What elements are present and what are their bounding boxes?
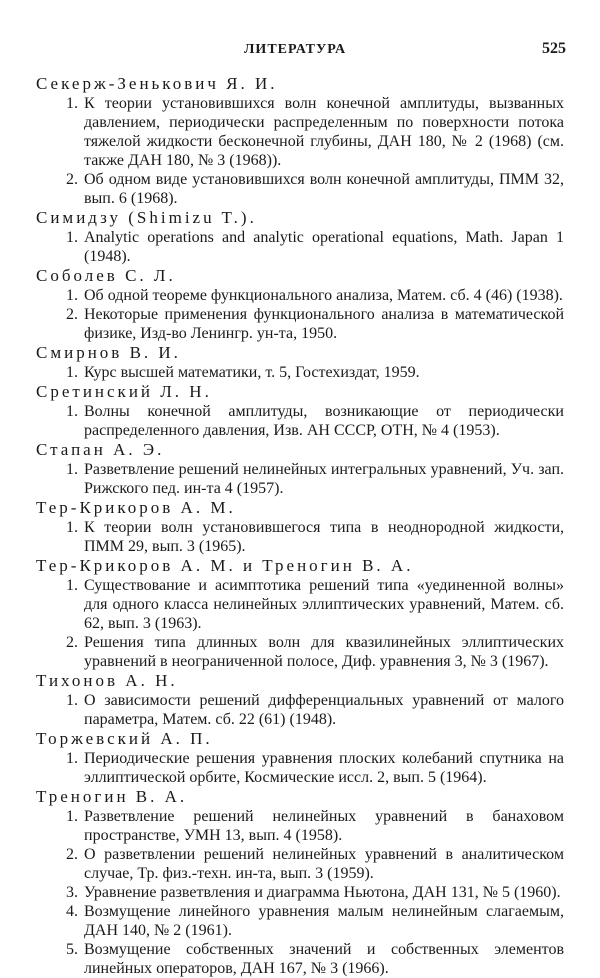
reference-author: Сретинский Л. Н. <box>36 382 212 401</box>
reference-entry <box>36 940 564 978</box>
entry-number: 1. <box>66 229 78 246</box>
entry-text: Разветвление решений нелинейных уравнений в банаховом пространстве, УМН 13, вып. 4 (1958). <box>84 808 564 844</box>
entry-number: 1. <box>66 577 78 594</box>
reference-entry <box>36 363 564 382</box>
entry-number: 2. <box>66 171 78 188</box>
entry-number: 1. <box>66 461 78 478</box>
entry-text: Существование и асимптотика решений типа «уединенной волны» для одного класса нелинейных эллиптических уравнений, Матем. сб. 62, вып. 3 (1963). <box>84 577 564 632</box>
reference-entry <box>36 883 564 902</box>
entry-text: Об одной теореме функционального анализа, Матем. сб. 4 (46) (1938). <box>84 287 563 304</box>
reference-entry <box>36 576 564 633</box>
reference-author: Торжевский А. П. <box>36 729 213 748</box>
entry-number: 4. <box>66 903 78 920</box>
entry-number: 1. <box>66 692 78 709</box>
reference-list <box>36 74 564 978</box>
reference-author: Треногин В. А. <box>36 787 188 806</box>
entry-text: Разветвление решений нелинейных интегральных уравнений, Уч. зап. Рижского пед. ин-та 4 (1957). <box>84 461 564 497</box>
reference-entry <box>36 228 564 266</box>
entry-text: К теории волн установившегося типа в неоднородной жидкости, ПММ 29, вып. 3 (1965). <box>84 519 564 555</box>
entry-text: Волны конечной амплитуды, возникающие от периодически распределенного давления, Изв. АН СССР, ОТН, № 4 (1953). <box>84 403 564 439</box>
entry-text: Уравнение разветвления и диаграмма Ньютона, ДАН 131, № 5 (1960). <box>84 884 561 901</box>
reference-entry <box>36 305 564 343</box>
reference-entry <box>36 749 564 787</box>
reference-entry <box>36 94 564 170</box>
reference-entry <box>36 402 564 440</box>
entry-text: Некоторые применения функционального анализа в математической физике, Изд-во Ленингр. ун-та, 1950. <box>84 306 564 342</box>
entry-number: 5. <box>66 941 78 958</box>
entry-text: Решения типа длинных волн для квазилинейных эллиптических уравнений в неограниченной полосе, Диф. уравнения 3, № 3 (1967). <box>84 634 564 670</box>
reference-entry <box>36 902 564 940</box>
reference-author: Соболев С. Л. <box>36 266 176 285</box>
entry-number: 1. <box>66 287 78 304</box>
reference-author: Симидзу (Shimizu T.). <box>36 208 257 227</box>
reference-author: Стапан А. Э. <box>36 440 165 459</box>
entry-text: О зависимости решений дифференциальных уравнений от малого параметра, Матем. сб. 22 (61) (1948). <box>84 692 564 728</box>
entry-text: Курс высшей математики, т. 5, Гостехиздат, 1959. <box>84 364 420 381</box>
entry-number: 1. <box>66 403 78 420</box>
entry-number: 1. <box>66 364 78 381</box>
entry-text: Возмущение собственных значений и собственных элементов линейных операторов, ДАН 167, № 3 (1966). <box>84 941 564 977</box>
entry-text: Об одном виде установившихся волн конечной амплитуды, ПММ 32, вып. 6 (1968). <box>84 171 564 207</box>
entry-text: О разветвлении решений нелинейных уравнений в аналитическом случае, Тр. физ.-техн. ин-та, вып. 3 (1959). <box>84 846 564 882</box>
reference-entry <box>36 460 564 498</box>
entry-text: К теории установившихся волн конечной амплитуды, вызванных давлением, периодически распределенным по поверхности потока тяжелой жидкости бесконечной глубины, ДАН 180, № 2 (1968) (см. также ДАН 180, № 3 (1968)). <box>84 95 564 169</box>
entry-text: Периодические решения уравнения плоских колебаний спутника на эллиптической орбите, Космические иссл. 2, вып. 5 (1964). <box>84 750 564 786</box>
reference-entry <box>36 845 564 883</box>
reference-entry <box>36 286 564 305</box>
reference-author: Тихонов А. Н. <box>36 671 178 690</box>
entry-number: 1. <box>66 808 78 825</box>
entry-number: 3. <box>66 884 78 901</box>
entry-text: Analytic operations and analytic operational equations, Math. Japan 1 (1948). <box>84 229 564 265</box>
reference-entry <box>36 807 564 845</box>
entry-number: 2. <box>66 634 78 651</box>
entry-number: 2. <box>66 306 78 323</box>
entry-number: 1. <box>66 750 78 767</box>
reference-entry <box>36 518 564 556</box>
reference-author: Тер-Крикоров А. М. <box>36 498 236 517</box>
entry-number: 1. <box>66 519 78 536</box>
entry-number: 1. <box>66 95 78 112</box>
reference-entry <box>36 691 564 729</box>
reference-author: Секерж-Зенькович Я. И. <box>36 74 278 93</box>
page-number: 525 <box>542 40 566 57</box>
reference-author: Смирнов В. И. <box>36 343 181 362</box>
reference-entry <box>36 170 564 208</box>
entry-number: 2. <box>66 846 78 863</box>
reference-author: Тер-Крикоров А. М. и Треногин В. А. <box>36 556 414 575</box>
entry-text: Возмущение линейного уравнения малым нелинейным слагаемым, ДАН 140, № 2 (1961). <box>84 903 564 939</box>
running-head: ЛИТЕРАТУРА <box>244 42 347 57</box>
reference-entry <box>36 633 564 671</box>
